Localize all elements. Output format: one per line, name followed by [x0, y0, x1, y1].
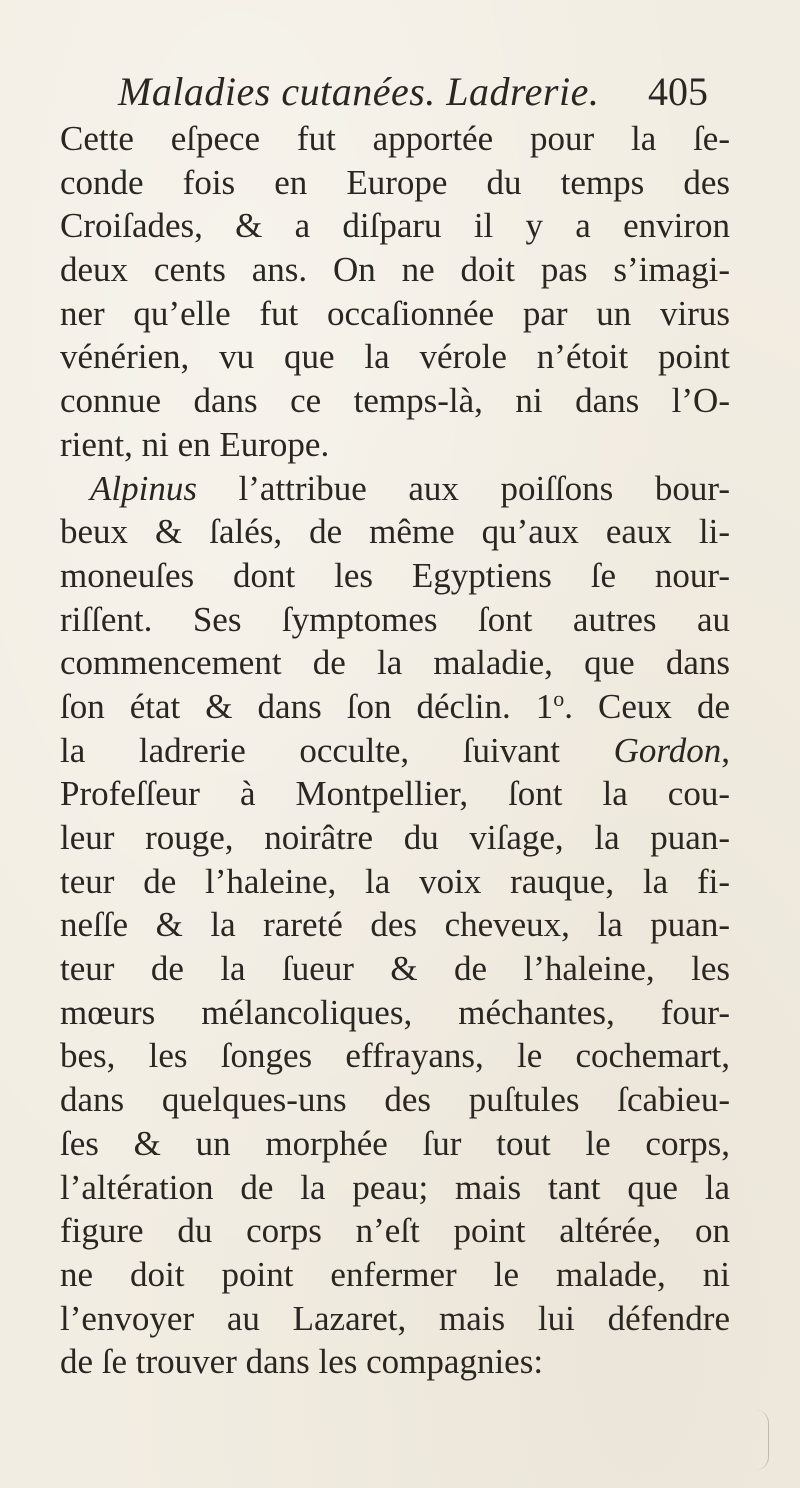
- page-edge-mark: [756, 1410, 769, 1470]
- text-line: commencement de la maladie, que dans: [60, 643, 730, 683]
- author-name: Alpinus: [90, 468, 197, 508]
- text-line: connue dans ce temps-là, ni dans l’O-: [60, 381, 730, 421]
- text-line: dans quelques-uns des puſtules ſcabieu-: [60, 1080, 730, 1120]
- text-line: ſon état & dans ſon déclin. 1$^o$. Ceux de: [60, 685, 730, 726]
- text-line: Croiſades, & a diſparu il y a environ: [60, 206, 730, 246]
- text-line: deux cents ans. On ne doit pas s’imagi-: [60, 250, 730, 290]
- text-line: l’envoyer au Lazaret, mais lui défendre: [60, 1298, 730, 1338]
- text-line: teur de l’haleine, la voix rauque, la fi-: [60, 861, 730, 901]
- text-line: ne doit point enfermer le malade, ni: [60, 1254, 730, 1294]
- text-line: la ladrerie occulte, ſuivant Gordon,: [60, 730, 730, 770]
- text-line: ner qu’elle fut occaſionnée par un virus: [60, 293, 730, 333]
- text-line: rient, ni en Europe.: [60, 424, 330, 464]
- running-head: [118, 68, 708, 122]
- text-line: vénérien, vu que la vérole n’étoit point: [60, 337, 730, 377]
- text-line: ſes & un morphée ſur tout le corps,: [60, 1123, 730, 1163]
- text-line: leur rouge, noirâtre du viſage, la puan-: [60, 818, 730, 857]
- text-line: l’altération de la peau; mais tant que la: [60, 1167, 730, 1207]
- text-line: conde fois en Europe du temps des: [60, 162, 730, 202]
- text-line: teur de la ſueur & de l’haleine, les: [60, 949, 730, 989]
- author-name: Gordon: [613, 730, 722, 770]
- page-number: 405: [648, 69, 708, 114]
- text-line: Alpinus l’attribue aux poiſſons bour-: [90, 468, 730, 508]
- text-line: mœurs mélancoliques, méchantes, four-: [60, 992, 730, 1032]
- superscript: o: [553, 685, 565, 711]
- text-line: moneuſes dont les Egyptiens ſe nour-: [60, 555, 730, 595]
- text-line: Cette eſpece fut apportée pour la ſe-: [60, 119, 730, 158]
- text-line: bes, les ſonges effrayans, le cochemart,: [60, 1036, 730, 1076]
- text-line: Profeſſeur à Montpellier, ſont la cou-: [60, 774, 730, 814]
- text-line: figure du corps n’eſt point altérée, on: [60, 1211, 730, 1251]
- text-line: de ſe trouver dans les compagnies:: [60, 1342, 544, 1382]
- text-line: neſſe & la rareté des cheveux, la puan-: [60, 905, 730, 945]
- body-text: [60, 117, 730, 1384]
- text-line: riſſent. Ses ſymptomes ſont autres au: [60, 599, 730, 639]
- text-line: beux & ſalés, de même qu’aux eaux li-: [60, 512, 730, 552]
- running-title: Maladies cutanées. Ladrerie.: [118, 69, 600, 114]
